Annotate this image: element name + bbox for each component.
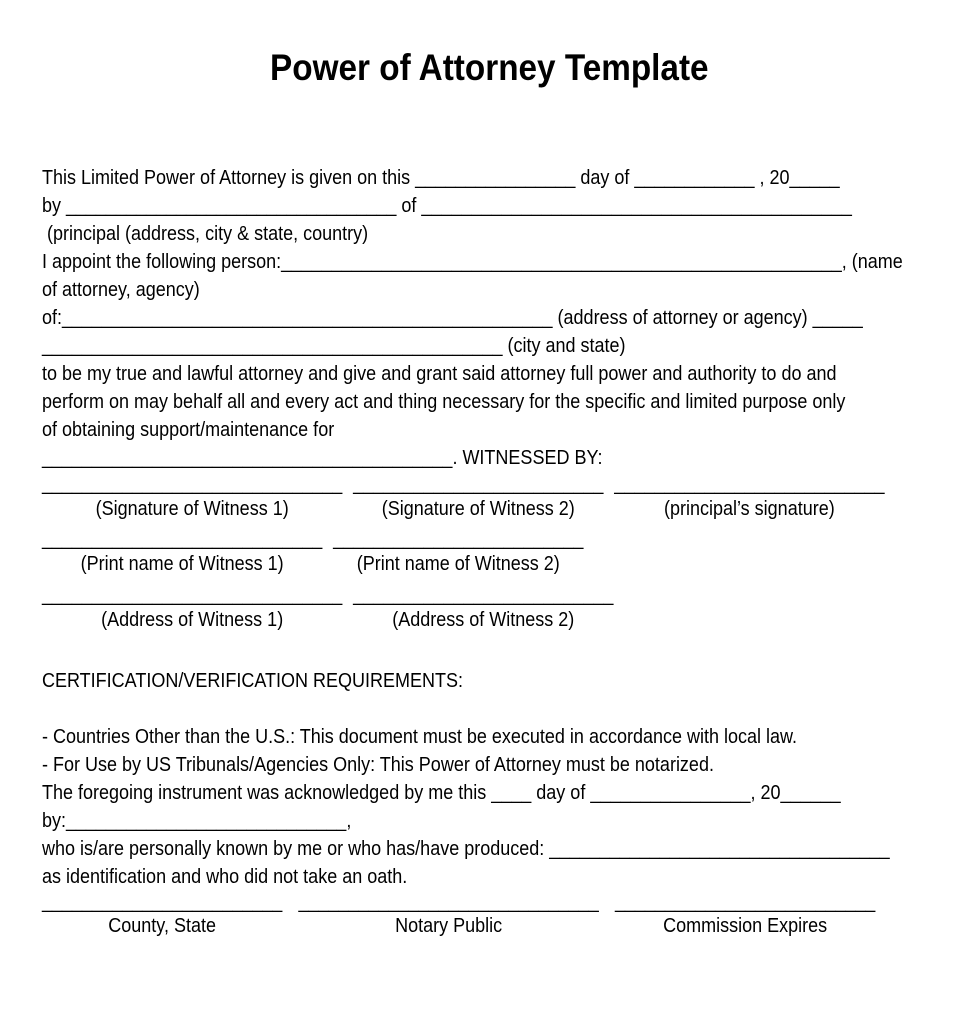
field-caption: (principal’s signature) <box>663 498 835 520</box>
field-caption: (Address of Witness 1) <box>101 609 284 631</box>
cert-text-tribunals: - For Use by US Tribunals/Agencies Only: This Power of Attorney must be notarized. <box>42 754 714 776</box>
form-line-date: This Limited Power of Attorney is given on this ________________ day of ____________ , 20_____ <box>42 167 840 189</box>
field-caption: County, State <box>108 915 216 937</box>
field-caption: (Signature of Witness 1) <box>95 498 289 520</box>
field-caption: Commission Expires <box>663 915 828 937</box>
opening-paragraph <box>42 164 937 472</box>
county-state-field <box>42 891 282 939</box>
field-caption: (Signature of Witness 2) <box>381 498 575 520</box>
blank-line: _________________________ <box>353 473 604 495</box>
document-title: Power of Attorney Template <box>270 47 709 88</box>
blank-line: ______________________________ <box>42 473 343 495</box>
form-text-authority-3: of obtaining support/maintenance for <box>42 419 335 441</box>
witness2-print-name-field <box>333 527 583 577</box>
signature-row <box>42 472 937 522</box>
field-caption: (Print name of Witness 2) <box>356 553 560 575</box>
witness1-signature-field <box>42 472 342 522</box>
certification-heading: CERTIFICATION/VERIFICATION REQUIREMENTS: <box>42 670 464 692</box>
form-line-principal: by _________________________________ of ___________________________________________ <box>42 195 852 217</box>
blank-line: ____________________________ <box>42 528 323 550</box>
form-line-city-state: ______________________________________________ (city and state) <box>42 335 626 357</box>
form-line-witnessed-by: _________________________________________. WITNESSED BY: <box>42 447 603 469</box>
blank-line: ______________________________ <box>298 891 599 913</box>
field-caption: (Print name of Witness 1) <box>80 553 284 575</box>
blank-line: ________________________ <box>42 891 283 913</box>
form-text-authority-1: to be my true and lawful attorney and give and grant said attorney full power and authority to do and <box>42 363 837 385</box>
field-caption: Notary Public <box>395 915 503 937</box>
witness1-address-field <box>42 583 342 633</box>
notary-public-field <box>298 891 598 939</box>
cert-line-acknowledged-date: The foregoing instrument was acknowledged by me this ____ day of ________________, 20______ <box>42 782 841 804</box>
address-row <box>42 583 937 633</box>
form-text-authority-2: perform on may behalf all and every act and thing necessary for the specific and limited purpose only <box>42 391 846 413</box>
form-caption-principal: (principal (address, city & state, country) <box>42 223 369 245</box>
certification-paragraph <box>42 723 937 891</box>
principal-signature-field <box>614 472 884 522</box>
document-page <box>42 0 937 939</box>
witness2-address-field <box>353 583 613 633</box>
blank-line: ___________________________ <box>614 473 885 495</box>
blank-line: _________________________ <box>333 528 584 550</box>
form-line-appointee: I appoint the following person:________________________________________________________, (name <box>42 251 903 273</box>
blank-line: ______________________________ <box>42 584 343 606</box>
field-caption: (Address of Witness 2) <box>392 609 575 631</box>
cert-text-oath: as identification and who did not take an oath. <box>42 866 408 888</box>
commission-expires-field <box>615 891 875 939</box>
blank-line: __________________________ <box>614 891 876 913</box>
blank-line: __________________________ <box>353 584 614 606</box>
notary-row <box>42 891 937 939</box>
cert-line-by: by:____________________________, <box>42 810 352 832</box>
cert-line-produced: who is/are personally known by me or who has/have produced: __________________________________ <box>42 838 890 860</box>
cert-text-countries: - Countries Other than the U.S.: This document must be executed in accordance with local law. <box>42 726 798 748</box>
print-name-row <box>42 527 937 577</box>
form-caption-attorney: of attorney, agency) <box>42 279 200 301</box>
witness1-print-name-field <box>42 527 322 577</box>
form-line-attorney-address: of:_________________________________________________ (address of attorney or agency) _____ <box>42 307 863 329</box>
witness2-signature-field <box>353 472 603 522</box>
